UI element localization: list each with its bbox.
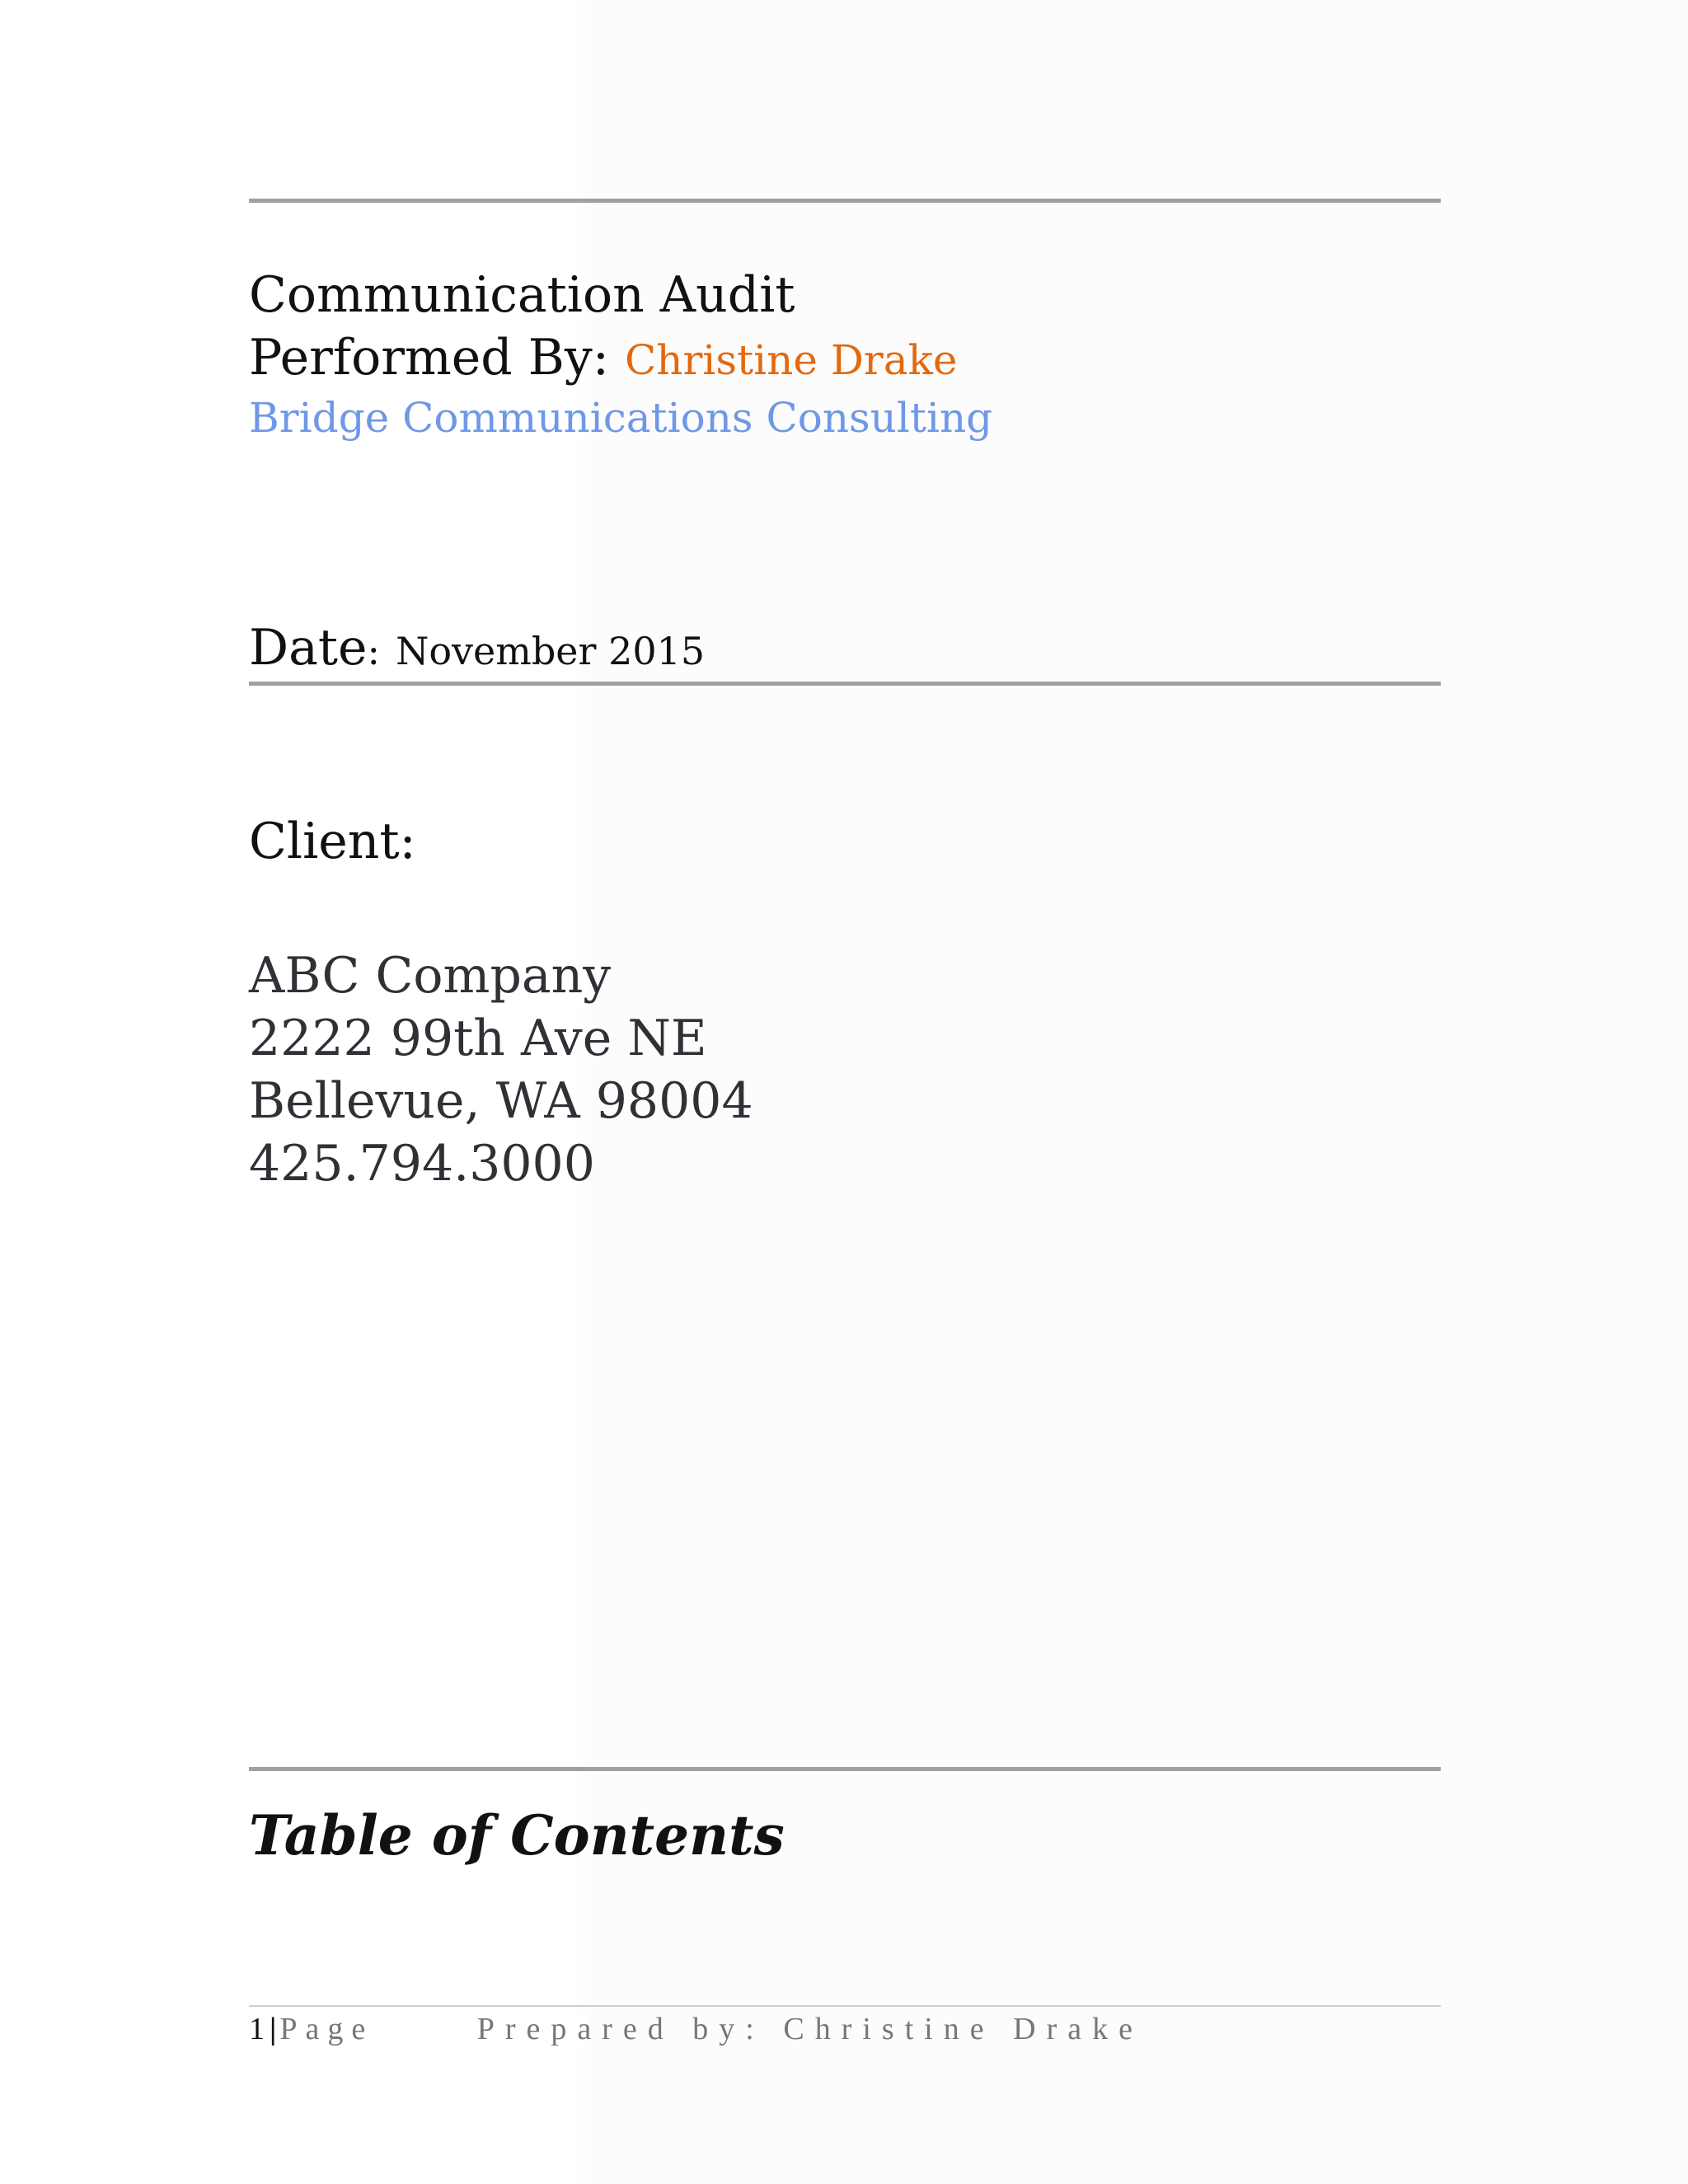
toc-divider	[249, 1767, 1441, 1771]
client-city-state-zip: Bellevue, WA 98004	[249, 1072, 753, 1130]
page-label: Page	[279, 2012, 374, 2046]
document-title: Communication Audit	[249, 266, 795, 324]
date-label: Date	[249, 619, 368, 677]
footer-divider	[249, 2005, 1441, 2007]
client-name: ABC Company	[249, 947, 612, 1005]
date-value: November 2015	[396, 629, 706, 673]
client-label: Client:	[249, 813, 416, 870]
date-separator: :	[367, 629, 380, 673]
performed-by-name: Christine Drake	[625, 336, 958, 384]
date-divider	[249, 682, 1441, 686]
prepared-by: Prepared by: Christine Drake	[476, 2012, 1144, 2046]
client-street: 2222 99th Ave NE	[249, 1010, 707, 1067]
client-phone: 425.794.3000	[249, 1135, 595, 1193]
performed-by-label: Performed By:	[249, 329, 609, 387]
performed-by-line	[249, 328, 958, 390]
footer-separator: |	[270, 2012, 277, 2046]
page-footer	[249, 2008, 1143, 2050]
page-number: 1	[249, 2012, 266, 2046]
toc-heading: Table of Contents	[249, 1803, 785, 1868]
top-divider	[249, 199, 1441, 203]
date-line	[249, 618, 705, 681]
consulting-company: Bridge Communications Consulting	[249, 394, 993, 442]
